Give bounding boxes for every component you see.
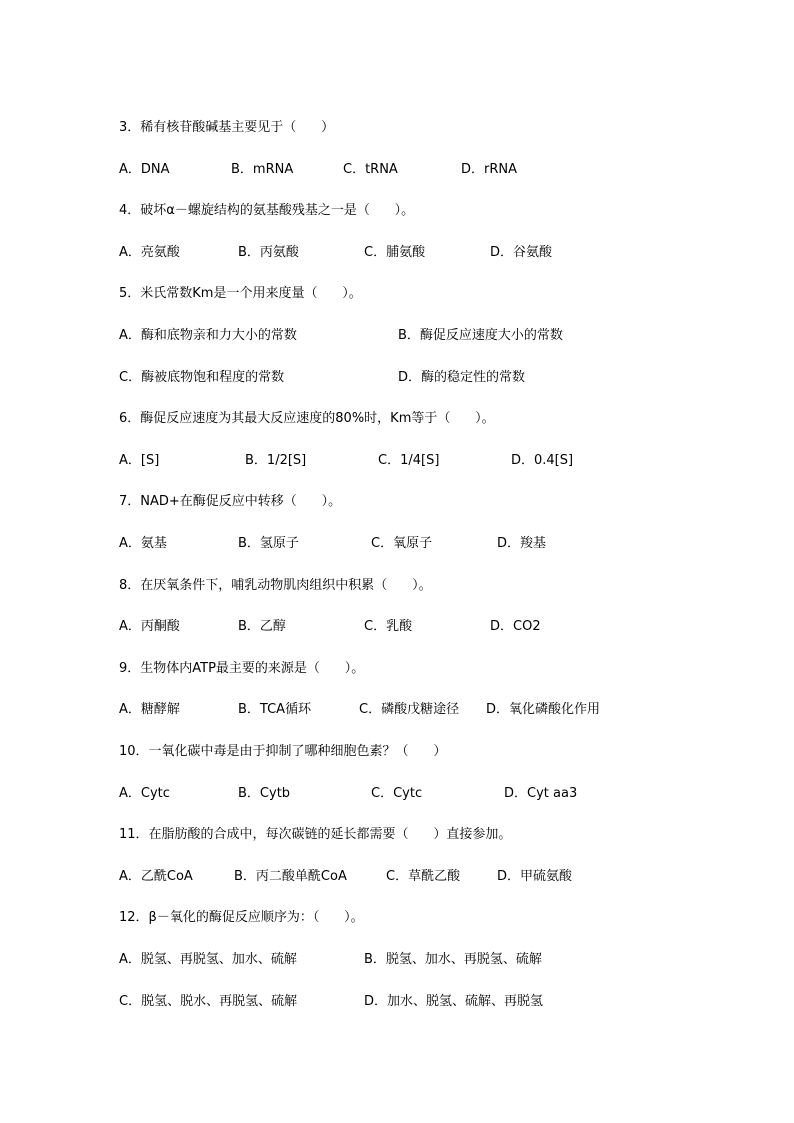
answer-option: D．0.4[S] (511, 453, 574, 468)
answer-option: D．CO2 (490, 619, 541, 634)
question-text: 12．β－氧化的酶促反应顺序为：（ ）。 (119, 910, 364, 925)
answer-option: C．tRNA (343, 162, 398, 177)
answer-option: D．加水、脱氢、硫解、再脱氢 (364, 994, 544, 1009)
answer-option: B．丙二酸单酰CoA (234, 869, 347, 884)
answer-option: A．乙酰CoA (119, 869, 193, 884)
answer-option: A．DNA (119, 162, 170, 177)
answer-option: D．rRNA (461, 162, 518, 177)
answer-option: C．Cytc (371, 786, 423, 801)
answer-option: B．酶促反应速度大小的常数 (398, 328, 563, 343)
answer-option: D．甲硫氨酸 (497, 869, 573, 884)
question-text: 10．一氧化碳中毒是由于抑制了哪种细胞色素？（ ） (119, 744, 447, 759)
answer-option: A．Cytc (119, 786, 170, 801)
answer-option: D．谷氨酸 (490, 245, 553, 260)
answer-option: B．1/2[S] (245, 453, 307, 468)
answer-option: C．磷酸戊糖途径 (359, 702, 460, 717)
answer-option: A．脱氢、再脱氢、加水、硫解 (119, 952, 297, 967)
answer-option: B．mRNA (231, 162, 294, 177)
answer-option: D．酶的稳定性的常数 (398, 370, 526, 385)
answer-option: A．[S] (119, 453, 160, 468)
question-text: 8．在厌氧条件下，哺乳动物肌肉组织中积累（ ）。 (119, 578, 432, 593)
answer-option: A．亮氨酸 (119, 245, 180, 260)
answer-option: A．糖酵解 (119, 702, 180, 717)
question-text: 9．生物体内ATP最主要的来源是（ ）。 (119, 661, 365, 676)
answer-option: C．酶被底物饱和程度的常数 (119, 370, 285, 385)
question-text: 6．酶促反应速度为其最大反应速度的80%时，Km等于（ ）。 (119, 411, 495, 426)
answer-option: B．乙醇 (238, 619, 286, 634)
answer-option: B．氢原子 (238, 536, 299, 551)
answer-option: B．丙氨酸 (238, 245, 299, 260)
answer-option: D．羧基 (497, 536, 547, 551)
answer-option: B．TCA循环 (238, 702, 312, 717)
question-text: 4．破坏α－螺旋结构的氨基酸残基之一是（ ）。 (119, 203, 415, 218)
answer-option: C．氧原子 (371, 536, 433, 551)
answer-option: A．氨基 (119, 536, 167, 551)
answer-option: C．草酰乙酸 (386, 869, 461, 884)
answer-option: B．Cytb (238, 786, 291, 801)
answer-option: A．酶和底物亲和力大小的常数 (119, 328, 297, 343)
answer-option: C．脱氢、脱水、再脱氢、硫解 (119, 994, 298, 1009)
answer-option: D．Cyt aa3 (504, 786, 578, 801)
answer-option: C．1/4[S] (378, 453, 440, 468)
answer-option: A．丙酮酸 (119, 619, 180, 634)
question-text: 3．稀有核苷酸碱基主要见于（ ） (119, 120, 335, 135)
answer-option: C．乳酸 (364, 619, 413, 634)
question-text: 11．在脂肪酸的合成中，每次碳链的延长都需要（ ）直接参加。 (119, 827, 512, 842)
question-text: 7．NAD+在酶促反应中转移（ ）。 (119, 494, 342, 509)
answer-option: D．氧化磷酸化作用 (486, 702, 601, 717)
question-text: 5．米氏常数Km是一个用来度量（ ）。 (119, 286, 362, 301)
answer-option: B．脱氢、加水、再脱氢、硫解 (364, 952, 542, 967)
answer-option: C．脯氨酸 (364, 245, 426, 260)
